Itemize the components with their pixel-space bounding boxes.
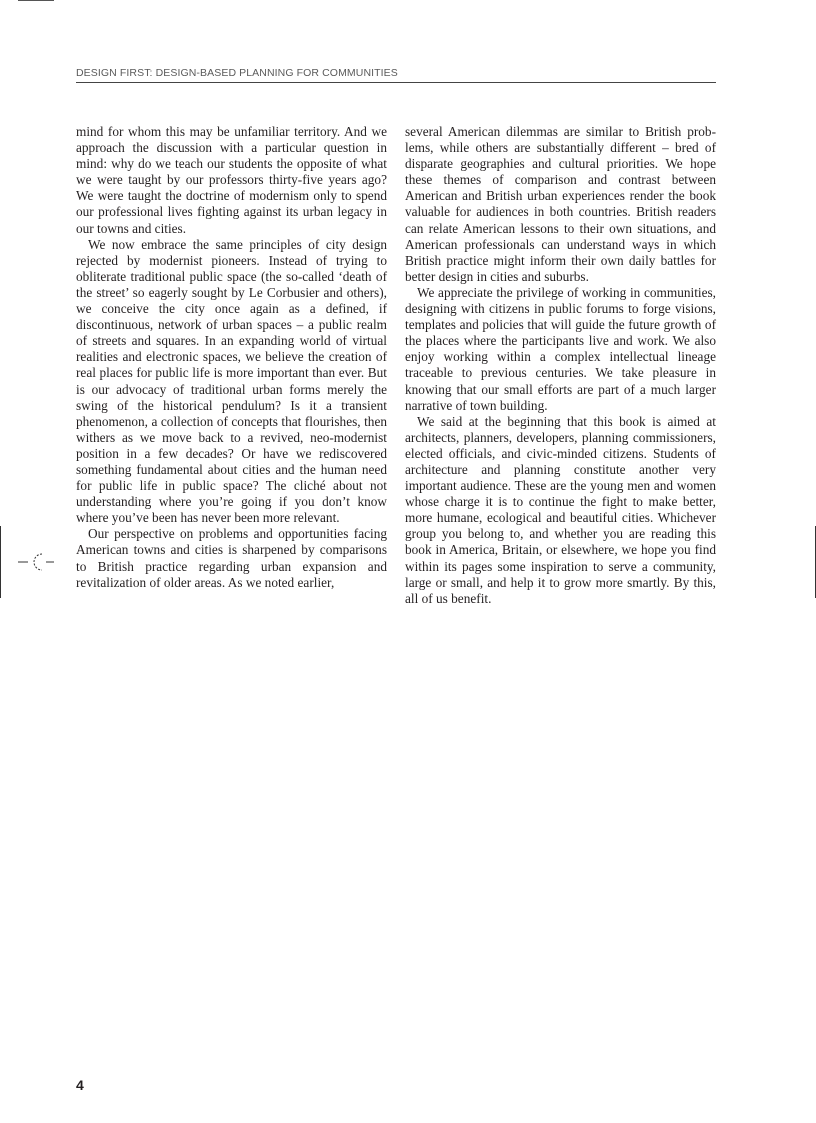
crop-mark-top <box>18 0 54 1</box>
paragraph: We appreciate the privilege of working in communities, designing with citizens in public forums to forge visions, templates and policies that will guide the future growth of the places where the participants live and work. We also enjoy working within a complex intellectual lineage traceable to previous centuries. We take pleasure in knowing that our small efforts are part of a much larger narrative of town building. <box>405 284 716 413</box>
paragraph: mind for whom this may be unfamiliar territory. And we approach the discussion with a particular question in mind: why do we teach our students the opposite of what we were taught by our professors thirty-five years ago? We were taught the doctrine of modernism only to spend our professional lives fighting against its urban legacy in our towns and cities. <box>76 124 387 236</box>
paragraph: We said at the beginning that this book is aimed at architects, planners, developers, planning commissioners, elected officials, and civic-minded citizens. Students of architecture and planning constitute another very important audience. These are the young men and women whose charge it is to continue the fight to make better, more humane, ecological and beautiful cities. Whichever group you belong to, and whether you are reading this book in America, Britain, or elsewhere, we hope you find within its pages some inspiration to serve a community, large or small, and help it to grow more smartly. By this, all of us benefit. <box>405 413 716 606</box>
header-rule <box>76 82 716 83</box>
page-number: 4 <box>76 1077 84 1093</box>
left-column <box>76 124 387 591</box>
running-title: DESIGN FIRST: DESIGN-BASED PLANNING FOR COMMUNITIES <box>76 67 398 79</box>
paragraph: several American dilemmas are similar to British problems, while others are substantially different – bred of disparate geographies and cultural priorities. We hope these themes of comparison and contrast between American and British urban experiences render the book valuable for audiences in both countries. British readers can relate American lessons to their own situations, and American professionals can understand ways in which British practice might inform their own daily battles for better design in cities and suburbs. <box>405 124 716 284</box>
registration-mark-icon <box>16 550 56 574</box>
right-column <box>405 124 716 607</box>
page-edge-left <box>0 526 1 598</box>
paragraph: We now embrace the same principles of city design rejected by modernist pioneers. Instead of trying to obliterate traditional public space (the so-called ‘death of the street’ so eagerly sought by Le Corbusier and others), we conceive the city once again as a defined, if discontinuous, network of urban spaces – a public realm of streets and squares. In an expanding world of virtual realities and electronic spaces, we believe the creation of real places for public life is more important than ever. But is our advocacy of traditional urban forms merely the swing of the historical pendulum? Is it a transient phenomenon, a collection of concepts that flourishes, then withers as we move back to a revived, neo-modernist position in a few decades? Or have we rediscovered something fundamental about cities and the human need for public life in public space? The cliché about not understanding where you’re going if you don’t know where you’ve been has never been more relevant. <box>76 236 387 526</box>
paragraph: Our perspective on problems and opportunities facing American towns and cities is sharpened by comparisons to British practice regarding urban expansion and revitalization of older areas. As we noted earlier, <box>76 526 387 590</box>
